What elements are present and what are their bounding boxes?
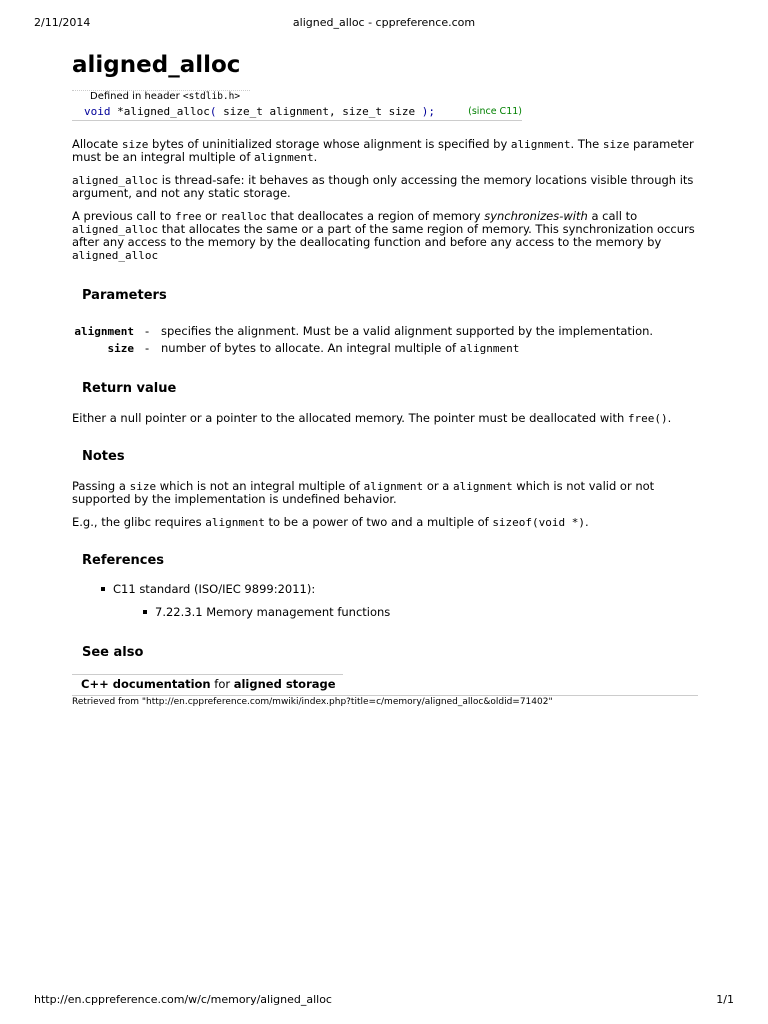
code-alignment: alignment: [459, 342, 520, 355]
sig-params: size_t alignment, size_t size: [216, 105, 422, 118]
text: to be a power of two and a multiple of: [264, 515, 493, 529]
code-aligned-alloc: aligned_alloc: [72, 174, 159, 187]
function-signature: [72, 103, 522, 120]
code-aligned-alloc: aligned_alloc: [72, 223, 159, 236]
code-alignment: alignment: [452, 480, 513, 493]
parameters-table: [72, 323, 698, 357]
print-page-title: aligned_alloc - cppreference.com: [292, 16, 476, 29]
description-paragraph-1: [72, 138, 698, 164]
references-list: [72, 582, 698, 619]
page-title: aligned_alloc: [72, 52, 241, 78]
text: for: [210, 677, 234, 691]
parameters-heading: Parameters: [82, 288, 167, 303]
return-value-paragraph: [72, 412, 698, 425]
text: is thread-safe: it behaves as though only accessing the memory locations visible through its argument, and not any static storage.: [72, 173, 694, 200]
notes-paragraph-1: [72, 480, 698, 506]
text: Either a null pointer or a pointer to the allocated memory. The pointer must be deallocated with: [72, 411, 628, 425]
reference-item: C11 standard (ISO/IEC 9899:2011):: [72, 582, 698, 596]
description-paragraph-2: [72, 174, 698, 200]
code-size: size: [121, 138, 149, 151]
code-alignment: alignment: [510, 138, 571, 151]
page-number: 1/1: [716, 993, 734, 1006]
retrieved-from-note: Retrieved from "http://en.cppreference.com/mwiki/index.php?title=c/memory/aligned_alloc&oldid=71402": [72, 695, 698, 708]
text: .: [313, 150, 318, 164]
sig-name: *aligned_alloc: [110, 105, 210, 118]
text: a call to: [587, 209, 638, 223]
since-badge: (since C11): [468, 106, 522, 117]
text: bytes of uninitialized storage whose alignment is specified by: [148, 137, 511, 151]
text: .: [585, 515, 589, 529]
sizeof-link[interactable]: sizeof(void *): [492, 516, 586, 529]
see-also-heading: See also: [82, 645, 144, 660]
return-value-heading: Return value: [82, 381, 177, 396]
print-url: http://en.cppreference.com/w/c/memory/aligned_alloc: [34, 993, 332, 1006]
description-paragraph-3: [72, 210, 698, 262]
text: E.g., the glibc requires: [72, 515, 206, 529]
reference-subitem: 7.22.3.1 Memory management functions: [72, 605, 698, 619]
text: or: [201, 209, 221, 223]
article-content: [72, 48, 698, 708]
param-description: [161, 340, 519, 357]
code-alignment: alignment: [363, 480, 424, 493]
text: Passing a: [72, 479, 130, 493]
text: Allocate: [72, 137, 122, 151]
text: . The: [570, 137, 603, 151]
text: .: [667, 411, 672, 425]
text: or a: [423, 479, 453, 493]
header-line: [72, 90, 250, 103]
cpp-documentation-label: C++ documentation: [81, 677, 211, 691]
param-name: alignment: [74, 325, 134, 338]
sig-void: void: [84, 105, 111, 118]
code-alignment: alignment: [254, 151, 314, 164]
code-size: size: [602, 138, 630, 151]
param-dash: -: [145, 341, 150, 355]
synchronizes-with-term: synchronizes-with: [484, 209, 588, 223]
references-heading: References: [82, 553, 165, 568]
param-description: specifies the alignment. Must be a valid alignment supported by the implementation.: [161, 324, 654, 338]
header-link[interactable]: <stdlib.h>: [182, 91, 241, 102]
text: which is not valid or not supported by the implementation is undefined behavior.: [72, 479, 655, 506]
text: A previous call to: [72, 209, 175, 223]
sig-open-paren: (: [209, 105, 217, 118]
free-link[interactable]: free: [174, 210, 202, 223]
param-row-size: [72, 340, 698, 357]
param-name: size: [107, 342, 134, 355]
print-date: 2/11/2014: [34, 16, 91, 29]
header-prefix: Defined in header: [90, 91, 183, 102]
code-size: size: [129, 480, 157, 493]
text: that deallocates a region of memory: [266, 209, 485, 223]
text: parameter must be an integral multiple of: [72, 137, 694, 164]
text: which is not an integral multiple of: [156, 479, 364, 493]
sig-close-paren: );: [421, 105, 436, 118]
notes-paragraph-2: [72, 516, 698, 529]
param-row-alignment: [72, 323, 698, 340]
free-link[interactable]: free(): [627, 412, 668, 425]
param-dash: -: [145, 324, 150, 338]
text: that allocates the same or a part of the same region of memory. This synchronization occurs after any access to the memory by the deallocating function and before any access to the memory by: [72, 222, 695, 249]
declaration-box: [72, 90, 522, 121]
realloc-link[interactable]: realloc: [220, 210, 267, 223]
code-alignment: alignment: [205, 516, 265, 529]
notes-heading: Notes: [82, 449, 125, 464]
see-also-box: [72, 674, 343, 694]
text: number of bytes to allocate. An integral multiple of: [161, 341, 460, 355]
aligned-storage-link[interactable]: aligned storage: [233, 677, 336, 691]
print-footer: [34, 993, 734, 1007]
print-header: [34, 16, 734, 30]
code-aligned-alloc: aligned_alloc: [72, 249, 159, 262]
